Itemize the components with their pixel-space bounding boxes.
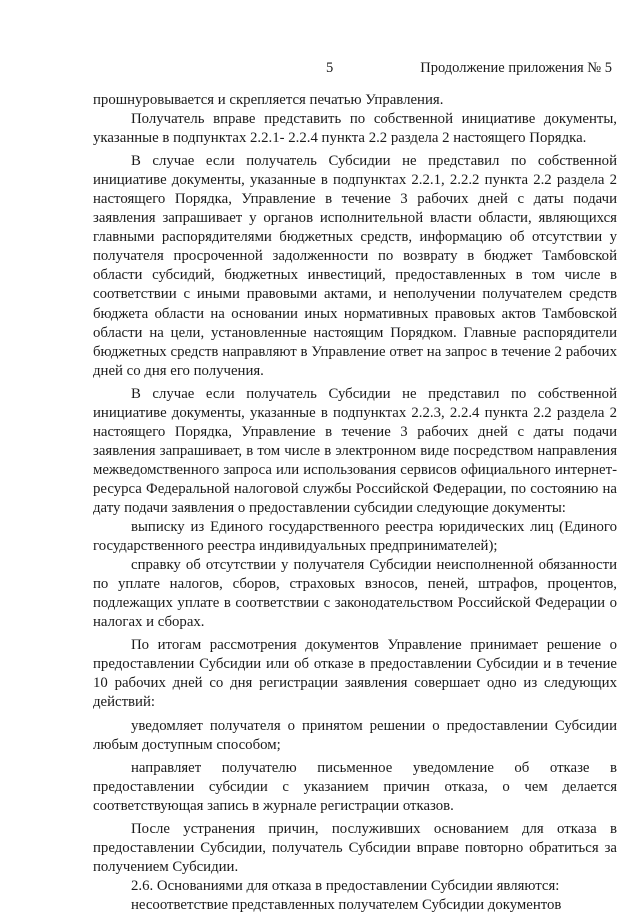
page-number: 5 [326,60,334,76]
list-item-notify-grant: уведомляет получателя о принятом решении о предоставлении Субсидии любым доступным способом; [93,717,617,753]
section-2-6-heading: 2.6. Основаниями для отказа в предоставлении Субсидии являются: [131,877,560,894]
list-item-tax-certificate: справку об отсутствии у получателя Субсидии неисполненной обязанности по уплате налогов, сборов, страховых взносов, пеней, штрафов, процентов, подлежащих уплате в соответствии с законодательством Российской Федерации о налогах и сборах. [93,557,617,631]
paragraph-reapply: После устранения причин, послуживших основанием для отказа в предоставлении Субсидии, получатель Субсидии вправе повторно обратиться за получением Субсидии. [93,820,617,875]
list-item-registry-extract: выписку из Единого государственного реестра юридических лиц (Единого государственного реестра индивидуальных предпринимателей); [93,519,617,555]
paragraph-request-budget-info: В случае если получатель Субсидии не представил по собственной инициативе документы, указанные в подпунктах 2.2.1, 2.2.2 пункта 2.2 раздела 2 настоящего Порядка, Управление в течение 3 рабочих дней с даты подачи заявления запрашивает у органов исполнительной власти области, являющихся главными распорядителями бюджетных средств, информацию об отсутствии у получателя просроченной задолженности по возврату в бюджет Тамбовской области субсидий, бюджетных инвестиций, предоставленных в том числе в соответствии с иными правовыми актами, и неполучении получателем средств бюджета области на основании иных нормативных правовых актов Тамбовской области на цели, установленные настоящим Порядком. Главные распорядители бюджетных средств направляют в Управление ответ на запрос в течение 2 рабочих дней со дня его получения. [93,153,617,379]
paragraph-right-to-submit: Получатель вправе представить по собственной инициативе документы, указанные в подпунктах 2.2.1- 2.2.4 пункта 2.2 раздела 2 настоящего Порядка. [93,111,617,147]
paragraph-continuation: прошнуровывается и скрепляется печатью Управления. [93,92,444,108]
paragraph-request-tax-docs: В случае если получатель Субсидии не представил по собственной инициативе документы, указанные в подпунктах 2.2.3, 2.2.4 пункта 2.2 раздела 2 настоящего Порядка, Управление в течение 3 рабочих дней с даты подачи заявления запрашивает, в том числе в электронном виде посредством направления межведомственного запроса или использования сервисов официального интернет-ресурса Федеральной налоговой службы Российской Федерации, по состоянию на дату подачи заявления о предоставлении субсидии следующие документы: [93,385,617,516]
appendix-continuation-note: Продолжение приложения № 5 [420,60,612,76]
page-header [0,60,640,82]
document-body [93,91,617,915]
list-item-notify-refusal: направляет получателю письменное уведомление об отказе в предоставлении субсидии с указанием причин отказа, о чем делается соответствующая запись в журнале регистрации отказов. [93,759,617,814]
paragraph-decision: По итогам рассмотрения документов Управление принимает решение о предоставлении Субсидии или об отказе в предоставлении Субсидии и в течение 10 рабочих дней со дня регистрации заявления совершает одно из следующих действий: [93,637,617,711]
list-item-noncompliance: несоответствие представленных получателем Субсидии документов [131,896,562,913]
